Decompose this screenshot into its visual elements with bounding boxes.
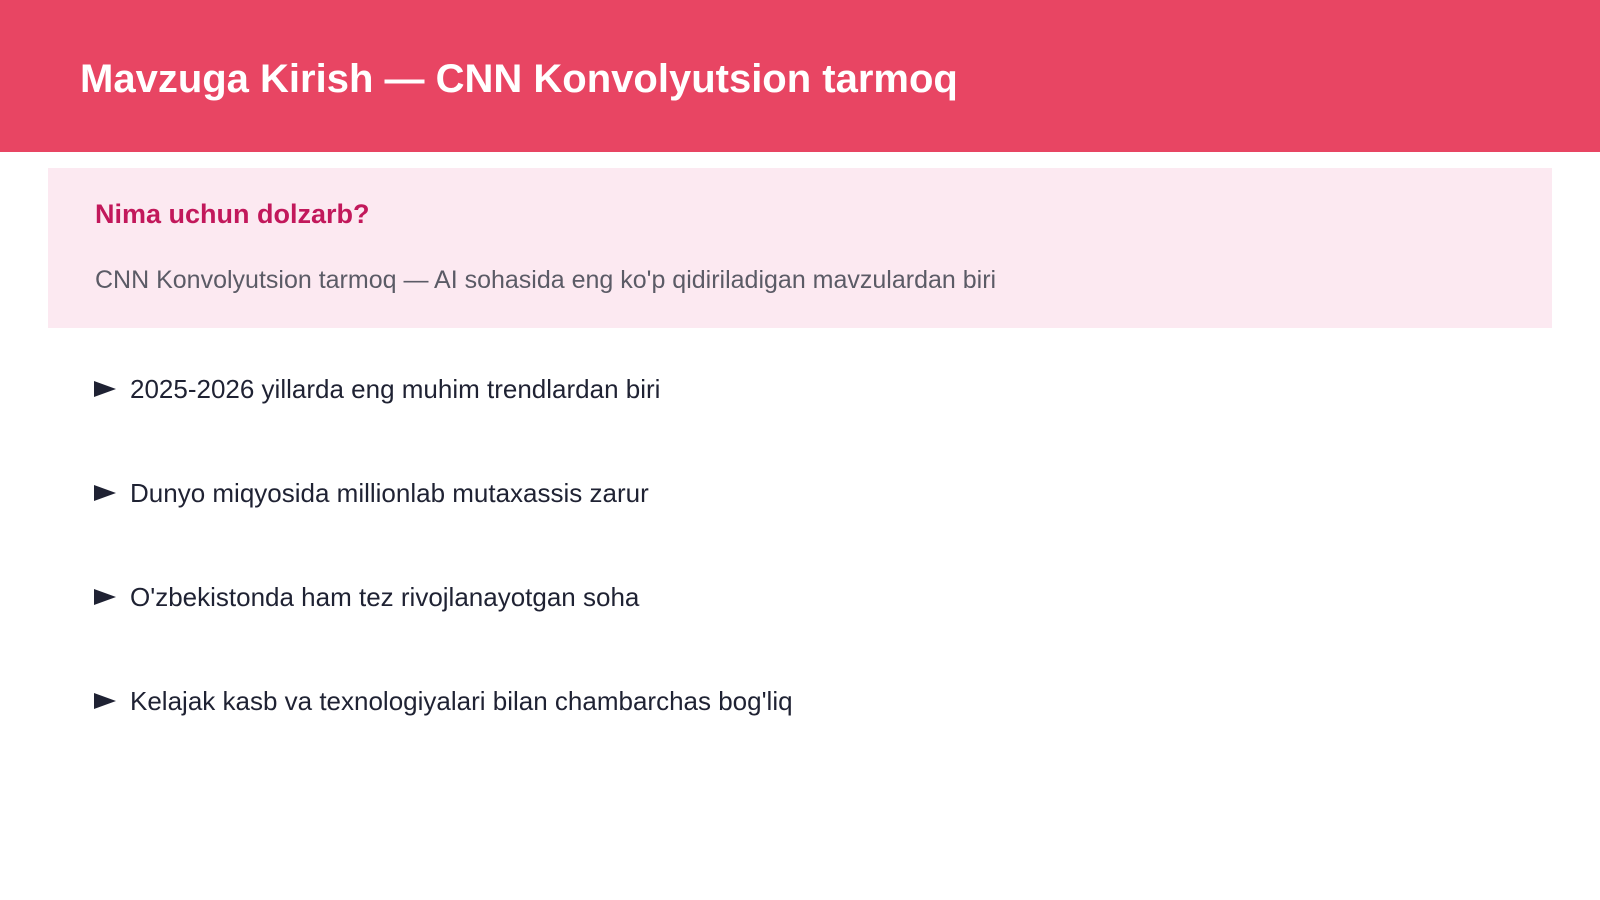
- callout-text: CNN Konvolyutsion tarmoq — AI sohasida eng ko'p qidiriladigan mavzulardan biri: [95, 266, 997, 294]
- callout-heading: Nima uchun dolzarb?: [95, 199, 370, 229]
- bullet-item: [94, 580, 793, 614]
- bullet-text: O'zbekistonda ham tez rivojlanayotgan soha: [130, 582, 640, 612]
- bullet-text: 2025-2026 yillarda eng muhim trendlardan biri: [130, 374, 661, 404]
- slide-title: Mavzuga Kirish — CNN Konvolyutsion tarmoq: [80, 57, 958, 101]
- bullet-item: [94, 372, 793, 406]
- bullet-item: [94, 684, 793, 718]
- bullet-item: [94, 476, 793, 510]
- bullet-text: Dunyo miqyosida millionlab mutaxassis zarur: [130, 478, 649, 508]
- triangle-right-icon: [94, 693, 116, 709]
- callout-box: [48, 168, 1552, 328]
- bullet-list: [94, 372, 793, 788]
- triangle-right-icon: [94, 485, 116, 501]
- header-banner: [0, 0, 1600, 152]
- triangle-right-icon: [94, 589, 116, 605]
- bullet-text: Kelajak kasb va texnologiyalari bilan chambarchas bog'liq: [130, 686, 793, 716]
- triangle-right-icon: [94, 381, 116, 397]
